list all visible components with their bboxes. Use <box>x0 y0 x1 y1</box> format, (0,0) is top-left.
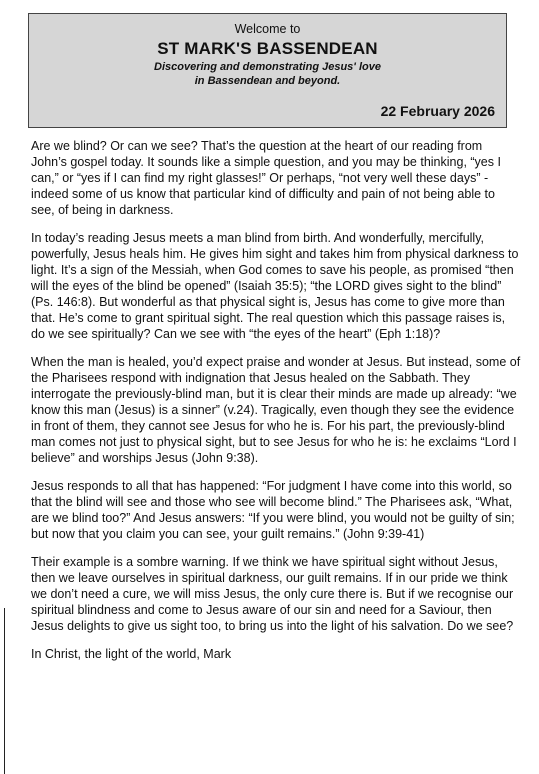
church-name: ST MARK'S BASSENDEAN <box>157 39 378 58</box>
paragraph-1: Are we blind? Or can we see? That’s the question at the heart of our reading from John’s gospel today. It sounds like a simple question, and you may be thinking, “yes I can,” or “yes if I can find my right glasses!” Or perhaps, “not very well these days” - indeed some of us know that particular kind of difficulty and pain of not being able to see, of being in darkness. <box>31 139 501 217</box>
welcome-text: Welcome to <box>234 22 301 36</box>
paragraph-3: When the man is healed, you’d expect praise and wonder at Jesus. But instead, some of the Pharisees respond with indignation that Jesus healed on the Sabbath. They interrogate the previously-blind man, but it is clear their minds are made up already: “we know this man (Jesus) is a sinner” (v.24). Tragically, even though they see the evidence in front of them, they cannot see Jesus for who he is. For his part, the previously-blind man comes not just to physical sight, but to see Jesus for who he is: he exclaims “Lord I believe” and worships Jesus (John 9:38). <box>31 355 521 465</box>
paragraph-2: In today’s reading Jesus meets a man blind from birth. And wonderfully, mercifully, powerfully, Jesus heals him. He gives him sight and takes him from physical darkness to light. It’s a sign of the Messiah, when God comes to save his people, as promised “then will the eyes of the blind be opened” (Isaiah 35:5); “the LORD gives sight to the blind” (Ps. 146:8). But wonderful as that physical sight is, Jesus has come to give more than that. He’s come to grant spiritual sight. The real question which this passage raises is, do we see spiritually? Can we see with “the eyes of the heart” (Eph 1:18)? <box>31 231 519 341</box>
tagline <box>29 60 506 88</box>
left-margin-rule <box>4 608 5 774</box>
header-box <box>28 13 507 128</box>
bulletin-date: 22 February 2026 <box>380 103 495 119</box>
paragraph-5: Their example is a sombre warning. If we think we have spiritual sight without Jesus, then we leave ourselves in spiritual darkness, our guilt remains. If in our pride we think we don’t need a cure, we will miss Jesus, the only cure there is. But if we recognise our spiritual blindness and come to Jesus aware of our sin and need for a Saviour, then Jesus delights to give us sight too, to bring us into the light of his salvation. Do we see? <box>31 555 514 633</box>
sign-off: In Christ, the light of the world, Mark <box>31 647 232 661</box>
tagline-line-2: in Bassendean and beyond. <box>194 75 341 87</box>
tagline-line-1: Discovering and demonstrating Jesus' love <box>154 61 381 73</box>
article-body <box>31 138 521 674</box>
paragraph-4: Jesus responds to all that has happened: “For judgment I have come into this world, so that the blind will see and those who see will become blind.” The Pharisees ask, “What, are we blind too?” And Jesus answers: “If you were blind, you would not be guilty of sin; but now that you claim you can see, your guilt remains.” (John 9:39-41) <box>31 479 515 541</box>
